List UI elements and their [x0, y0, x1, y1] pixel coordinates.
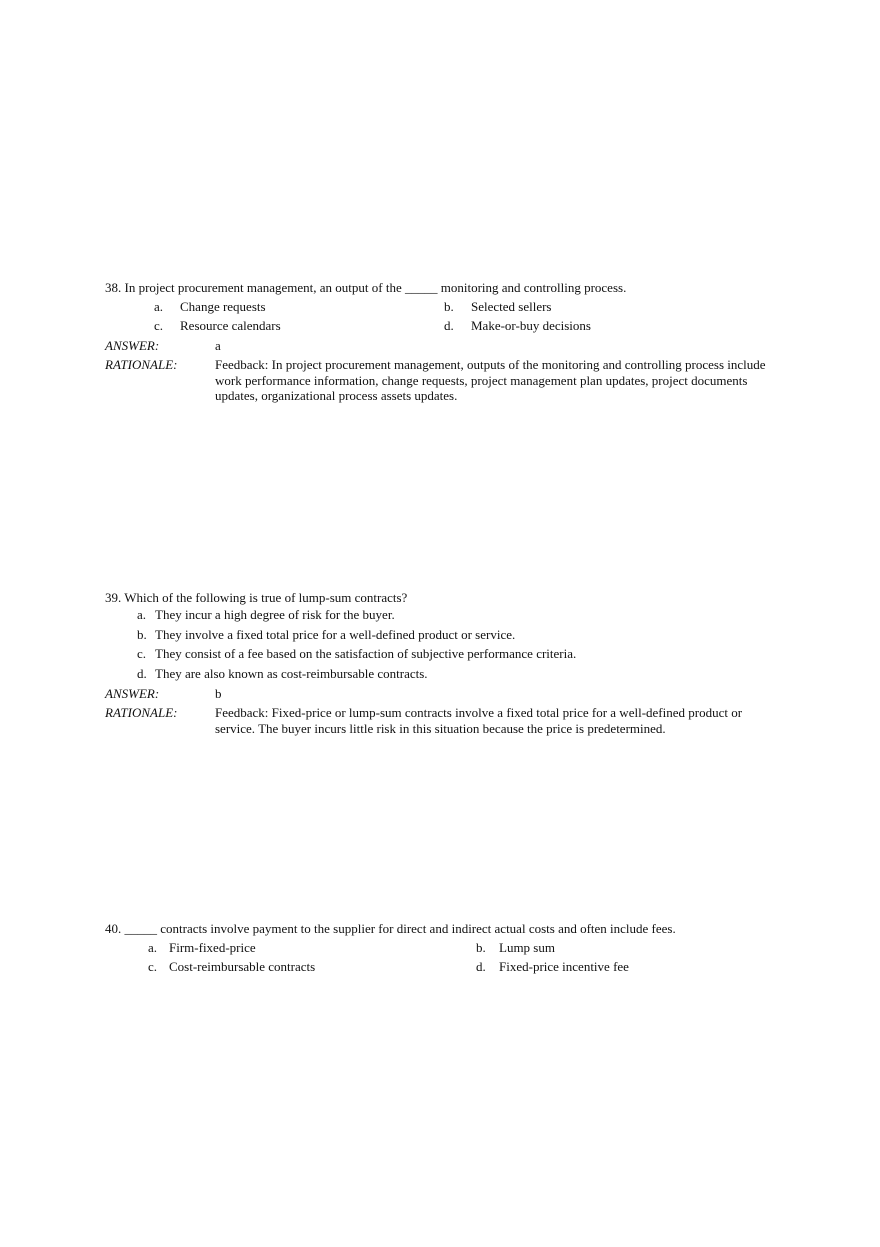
- rationale-label: RATIONALE:: [105, 705, 178, 720]
- option-text: They are also known as cost-reimbursable contracts.: [155, 666, 428, 681]
- option-letter: a.: [154, 299, 164, 314]
- option-text: Resource calendars: [180, 318, 281, 333]
- option-letter: b.: [137, 627, 147, 642]
- option-text: They involve a fixed total price for a well-defined product or service.: [155, 627, 516, 642]
- option-text: Selected sellers: [471, 299, 552, 314]
- option-letter: d.: [137, 666, 147, 681]
- option-letter: a.: [137, 607, 147, 622]
- rationale-label: RATIONALE:: [105, 357, 178, 372]
- option-letter: c.: [148, 959, 158, 974]
- option-letter: c.: [154, 318, 164, 333]
- option-letter: a.: [148, 940, 158, 955]
- option-letter: d.: [476, 959, 486, 974]
- option-text: They consist of a fee based on the satisfaction of subjective performance criteria.: [155, 646, 577, 661]
- rationale-text: Feedback: In project procurement management, outputs of the monitoring and controlling process include work performance information, change requests, project management plan updates, project documents updates, organizational process assets updates.: [215, 357, 766, 403]
- answer-label: ANSWER:: [105, 686, 160, 701]
- question-stem: 40. _____ contracts involve payment to the supplier for direct and indirect actual costs and often include fees.: [105, 921, 676, 936]
- option-letter: b.: [444, 299, 454, 314]
- answer-label: ANSWER:: [105, 338, 160, 353]
- question-stem: 38. In project procurement management, an output of the _____ monitoring and controlling process.: [105, 280, 627, 295]
- option-text: They incur a high degree of risk for the buyer.: [155, 607, 395, 622]
- option-text: Firm-fixed-price: [169, 940, 256, 955]
- answer-value: a: [215, 338, 221, 353]
- option-letter: d.: [444, 318, 454, 333]
- option-text: Make-or-buy decisions: [471, 318, 591, 333]
- option-letter: c.: [137, 646, 147, 661]
- answer-value: b: [215, 686, 222, 701]
- option-text: Cost-reimbursable contracts: [169, 959, 316, 974]
- option-text: Change requests: [180, 299, 266, 314]
- option-text: Lump sum: [499, 940, 555, 955]
- option-text: Fixed-price incentive fee: [499, 959, 629, 974]
- option-letter: b.: [476, 940, 486, 955]
- rationale-text: Feedback: Fixed-price or lump-sum contracts involve a fixed total price for a well-defined product or service. The buyer incurs little risk in this situation because the price is predetermined.: [215, 705, 743, 736]
- question-stem: 39. Which of the following is true of lump-sum contracts?: [105, 590, 408, 605]
